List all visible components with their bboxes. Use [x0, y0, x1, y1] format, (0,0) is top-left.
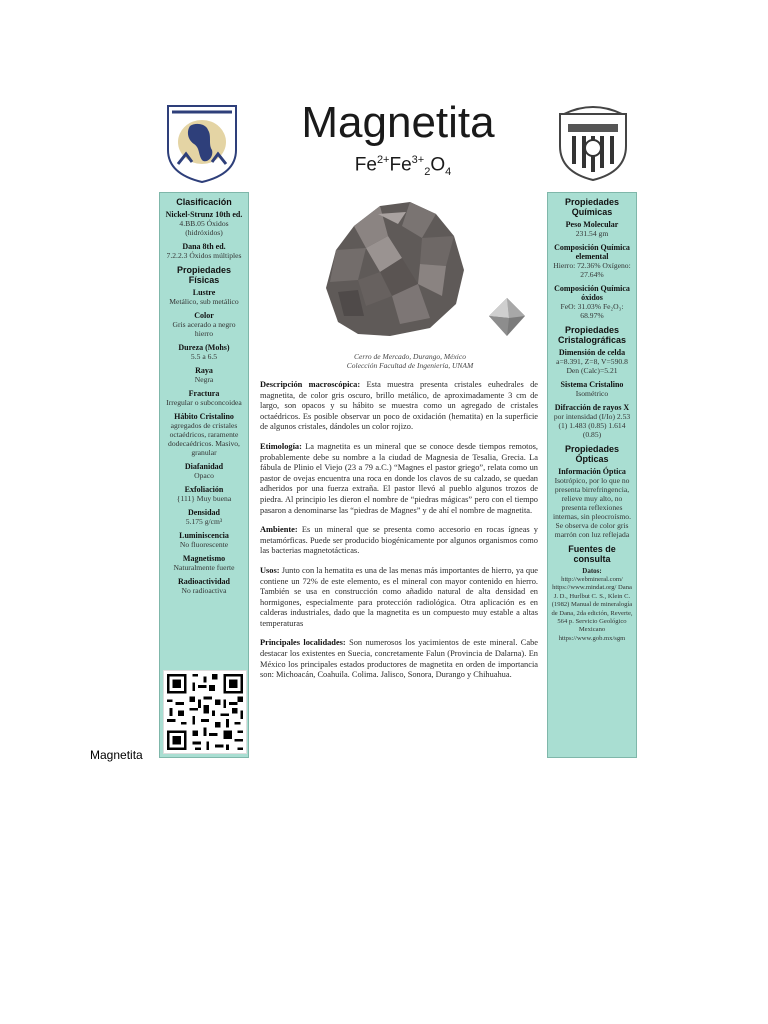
paragraph-uses: Usos: Junto con la hematita es una de las menas más importantes de hierro, ya que contiene un 72% de este elemento, es el mineral con mayor contenido en hierro. También se usa en construcción como añadido natural de alta densidad en hormigones, especialmente para protección radiológica. Otra aplicación es en calderas industriales, dado que la magnetita es un compuesto muy estable a altas temperaturas	[260, 565, 538, 628]
property-item: Color Gris acerado a negro hierro	[172, 311, 236, 338]
property-item: Fractura Irregular o subconcoidea	[166, 389, 242, 407]
mineral-sheet	[150, 96, 642, 760]
property-item: Dana 8th ed. 7.2.2.3 Óxidos múltiples	[166, 242, 242, 260]
property-item: Difracción de rayos X por intensidad (I/Io) 2.53 (1) 1.483 (0.85) 1.614 (0.85)	[553, 403, 631, 439]
section-title: Propiedades Ópticas	[564, 444, 620, 464]
qr-code-icon[interactable]	[163, 670, 247, 754]
property-item: Peso Molecular 231.54 gm	[565, 220, 619, 238]
references-label: Datos:	[582, 567, 602, 575]
property-item: Dureza (Mohs) 5.5 a 6.5	[178, 343, 230, 361]
paragraph-etymology: Etimología: La magnetita es un mineral que se conoce desde tiempos remotos, probablemente debe su nombre a la ciudad de Magnesia de Tesalia, Grecia. La fábula de Plinio el Viejo (23 a 79 a.C.) “Magnes el pastor griego”, relata como un pastor de ovejas encuentra una roca en donde los clavos de su calzado, se quedan adheridos por una fuerza extraña. El pastor llevó al pueblo algunos trozos de piedra. Al principio les dieron el nombre de “piedras mágicas” pero con el tiempo pasaron a denominarse las “piedras de Magnes” y de ahí el nombre de magnetita.	[260, 441, 538, 515]
ingenieria-logo-icon	[554, 102, 632, 182]
unam-logo-icon	[162, 100, 242, 184]
chemical-formula: $Fe^{2+}Fe^{3+}_2O_4$	[354, 154, 452, 179]
references-list: http://webmineral.com/ https://www.mindat.org/ Dana J. D., Hurlbut C. S., Klein C. (1982) Manual de mineralogía de Dana, 2da edición, Reverte, 564 p. Servicio Geológico Mexicano https://www.gob.mx/sgm	[551, 576, 633, 642]
property-item: Sistema Cristalino Isométrico	[560, 380, 624, 398]
property-item: Nickel-Strunz 10th ed. 4.BB.05 Óxidos (hidróxidos)	[165, 210, 243, 237]
property-item: Diafanidad Opaco	[184, 462, 224, 480]
section-title: Propiedades Cristalográficas	[557, 325, 627, 345]
specimen-photo	[318, 192, 470, 342]
mineral-title: Magnetita	[301, 98, 495, 147]
section-title: Propiedades Químicas	[564, 197, 620, 217]
property-item: Exfoliación {111} Muy buena	[176, 485, 232, 503]
property-item: Composición Química elemental Hierro: 72.36% Oxígeno: 27.64%	[553, 243, 631, 279]
octahedron-crystal-icon	[487, 296, 527, 338]
section-title: Clasificación	[176, 197, 232, 207]
paragraph-environment: Ambiente: Es un mineral que se presenta como accesorio en rocas ígneas y metamórficas. Puede ser producido biogénicamente por algunos organismos como las bacterias magnetotácticas.	[260, 525, 538, 556]
property-item: Magnetismo Naturalmente fuerte	[173, 554, 235, 572]
property-item: Densidad 5.175 g/cm³	[185, 508, 223, 526]
property-item: Lustre Metálico, sub metálico	[169, 288, 239, 306]
property-item: Dimensión de celda a=8.391, Z=8, V=590.8 Den (Calc)=5.21	[556, 348, 628, 375]
description-body	[260, 380, 538, 690]
property-item: Raya Negra	[194, 366, 214, 384]
property-item: Composición Química óxidos FeO: 31.03% Fe₂O₃: 68.97%	[554, 284, 630, 320]
section-title: Fuentes de consulta	[568, 544, 616, 564]
property-item: Hábito Cristalino agregados de cristales octaédricos, raramente dodecaédricos. Masivo, granular	[168, 412, 240, 457]
property-item: Luminiscencia No fluorescente	[179, 531, 229, 549]
properties-panel	[547, 192, 637, 758]
property-item: Radioactividad No radioactiva	[177, 577, 230, 595]
document-caption: Magnetita	[90, 748, 143, 762]
paragraph-localities: Principales localidades: Son numerosos los yacimientos de este mineral. Cabe destacar los existentes en Suecia, concretamente Falun (Provincia de Dalarna). En México los principales estados productores de magnetita en orden de importancia son: Michoacán, Coahuila. Colima. Jalisco, Sonora, Durango y Chihuahua.	[260, 638, 538, 680]
section-title: Propiedades Físicas	[176, 265, 232, 285]
photo-caption: Cerro de Mercado, Durango, México Colección Facultad de Ingeniería, UNAM	[346, 352, 474, 370]
property-item: Información Óptica Isotrópico, por lo que no presenta birrefringencia, relieve muy alto, no presenta reflexiones internas, sin pleocroísmo. Se observa de color gris marrón con luz reflejada	[552, 467, 632, 539]
paragraph-description: Descripción macroscópica: Esta muestra presenta cristales euhedrales de magnetita, de color gris oscuro, brillo metálico, de aproximadamente 3 cm de largo, son opacos y su hábito se muestra como un agregado de cristales octaédricos. Es posible observar un poco de oxidación (hematita) en la superficie de algunos cristales, dándoles un color rojizo.	[260, 380, 538, 432]
